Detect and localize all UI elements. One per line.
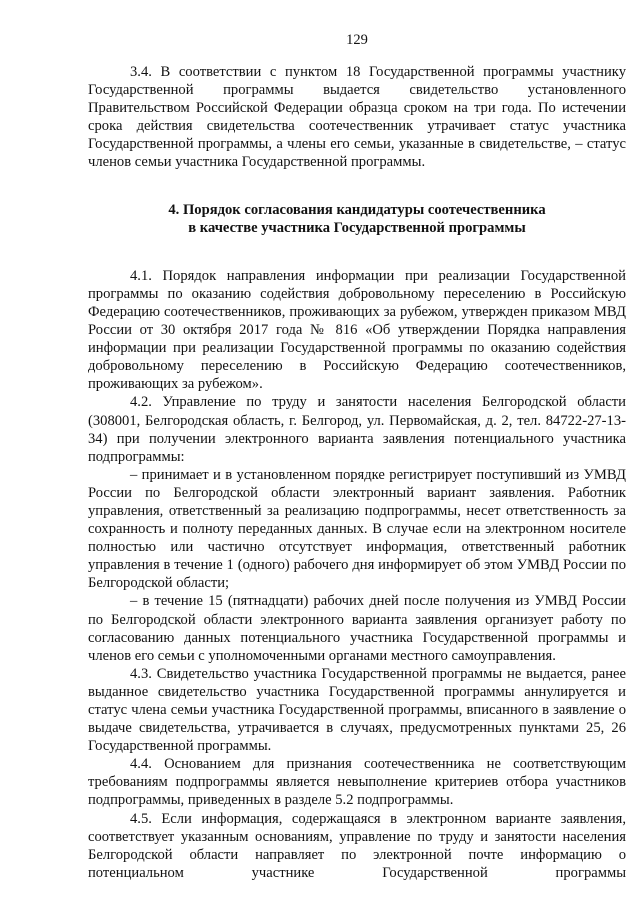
paragraph-4-5: 4.5. Если информация, содержащаяся в электронном варианте заявления, соответствует указанным основаниям, управление по труду и занятости населения Белгородской области направляет по электронной почте информацию о потенциальном участнике Государственной программы bbox=[88, 810, 626, 881]
paragraph-4-2: 4.2. Управление по труду и занятости населения Белгородской области (308001, Белгородская область, г. Белгород, ул. Первомайская, д. 2, тел. 84722-27-13-34) при получении электронного варианта заявления потенциального участника подпрограммы: bbox=[88, 394, 626, 465]
page-number: 129 bbox=[346, 32, 368, 48]
paragraph-3-4: 3.4. В соответствии с пунктом 18 Государственной программы участнику Государственной программы выдается свидетельство установленного Правительством Российской Федерации образца сроком на три года. По истечении срока действия свидетельства соотечественник утрачивает статус участника Государственной программы, а члены его семьи, указанные в свидетельстве, – статус членов семьи участника Государственной программы. bbox=[88, 64, 626, 171]
section-heading-line-2: в качестве участника Государственной программы bbox=[188, 219, 526, 236]
paragraph-4-2-item-2: – в течение 15 (пятнадцати) рабочих дней после получения из УМВД России по Белгородской области электронного варианта заявления организует работу по согласованию данных потенциального участника Государственной программы и членов его семьи с уполномоченными органами местного самоуправления. bbox=[88, 593, 626, 664]
section-heading-line-1: 4. Порядок согласования кандидатуры соотечественника bbox=[168, 201, 546, 218]
paragraph-4-4: 4.4. Основанием для признания соотечественника не соответствующим требованиям подпрограммы является невыполнение критериев отбора участников подпрограммы, приведенных в разделе 5.2 подпрограммы. bbox=[88, 756, 626, 809]
paragraph-4-2-item-1: – принимает и в установленном порядке регистрирует поступивший из УМВД России по Белгородской области электронный вариант заявления. Работник управления, ответственный за реализацию подпрограммы, несет ответственность за сохранность и полноту переданных данных. В случае если на электронном носителе полностью или частично отсутствует информация, ответственный работник управления в течение 1 (одного) рабочего дня информирует об этом УМВД России по Белгородской области; bbox=[88, 466, 626, 592]
section-heading bbox=[88, 201, 626, 237]
paragraph-4-3: 4.3. Свидетельство участника Государственной программы не выдается, ранее выданное свидетельство участника Государственной программы аннулируется и статус члена семьи участника Государственной программы, вписанного в заявление о выдаче свидетельства, утрачивается в случаях, предусмотренных пунктами 25, 26 Государственной программы. bbox=[88, 665, 626, 755]
paragraph-4-1: 4.1. Порядок направления информации при реализации Государственной программы по оказанию содействия добровольному переселению в Российскую Федерацию соотечественников, проживающих за рубежом, утвержден приказом МВД России от 30 октября 2017 года № 816 «Об утверждении Порядка направления информации при реализации Государственной программы по оказанию содействия добровольному переселению в Российскую Федерацию соотечественников, проживающих за рубежом». bbox=[88, 267, 626, 393]
